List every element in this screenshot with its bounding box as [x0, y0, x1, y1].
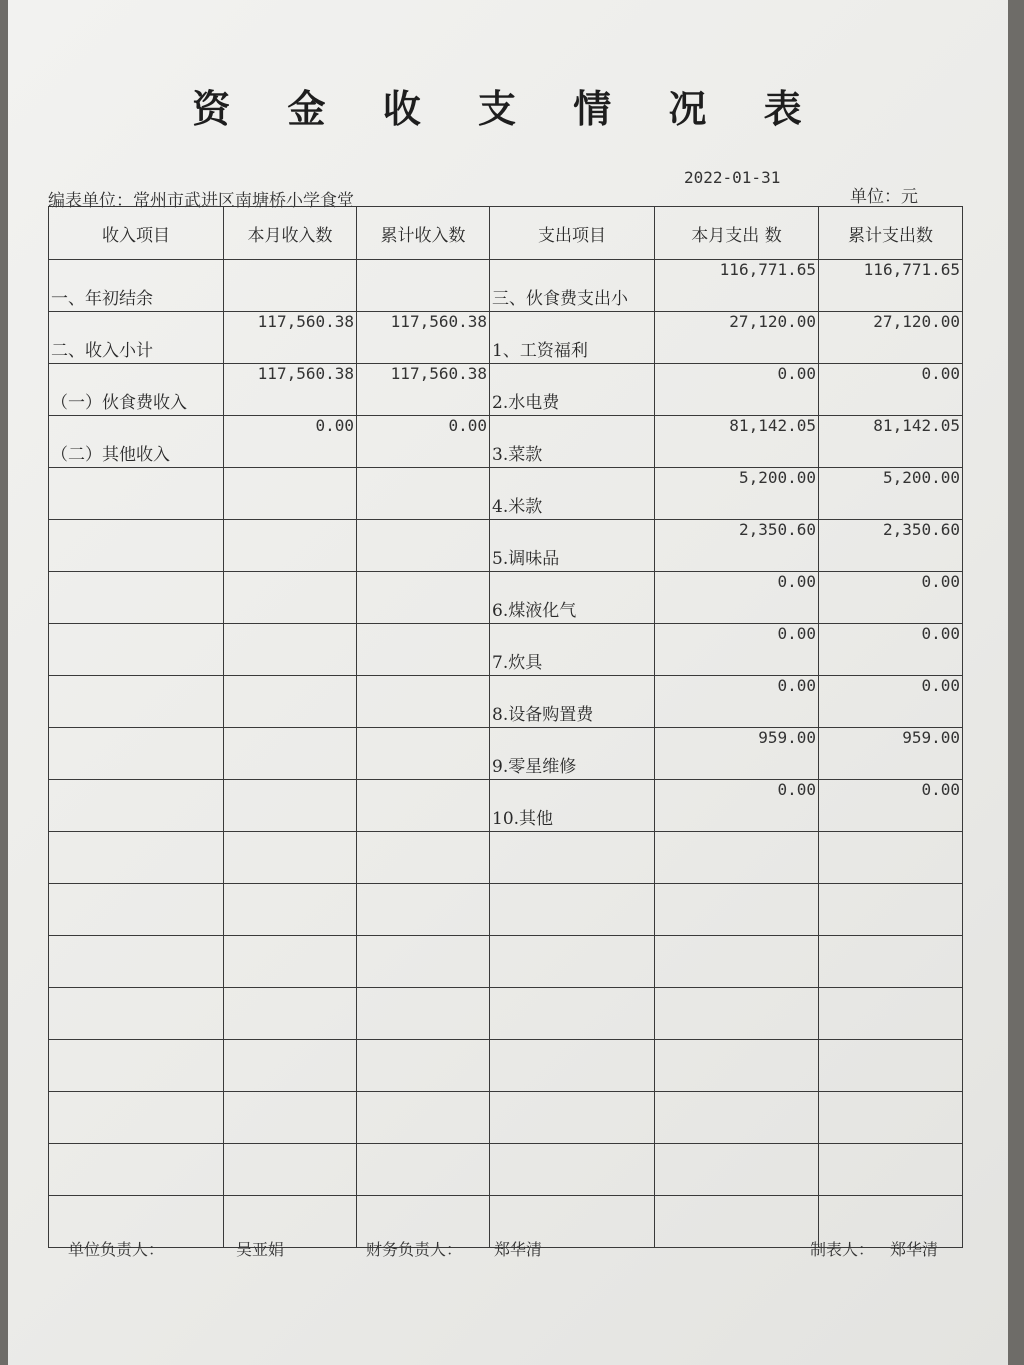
expense-month-cell	[655, 468, 819, 520]
expense-total-cell-text: 81,142.05	[873, 416, 960, 435]
table-row	[49, 416, 963, 468]
head-label: 单位负责人：	[68, 1240, 165, 1259]
income-month-cell	[224, 624, 357, 676]
table-row	[49, 1144, 963, 1196]
column-header: 收入项目	[49, 207, 224, 260]
expense-item-cell-text: 5.调味品	[492, 549, 560, 569]
table-row	[49, 780, 963, 832]
income-month-cell-text: 117,560.38	[257, 364, 354, 383]
table-row	[49, 676, 963, 728]
column-header: 累计收入数	[357, 207, 490, 260]
expense-item-cell-text: 7.炊具	[492, 653, 543, 673]
expense-total-cell	[819, 624, 963, 676]
expense-total-cell	[819, 832, 963, 884]
expense-total-cell	[819, 572, 963, 624]
expense-item-cell-text: 10.其他	[492, 809, 554, 829]
table-row	[49, 1040, 963, 1092]
expense-month-cell	[655, 1196, 819, 1248]
expense-month-cell	[655, 884, 819, 936]
income-month-cell	[224, 676, 357, 728]
expense-item-cell	[490, 884, 655, 936]
expense-month-cell	[655, 520, 819, 572]
expense-total-cell-text: 27,120.00	[873, 312, 960, 331]
income-item-cell-text: （二）其他收入	[51, 445, 170, 465]
expense-item-cell	[490, 416, 655, 468]
expense-total-cell	[819, 468, 963, 520]
expense-item-cell-text: 2.水电费	[492, 393, 560, 413]
income-total-cell	[357, 572, 490, 624]
expense-month-cell-text: 0.00	[777, 572, 816, 591]
column-header: 支出项目	[490, 207, 655, 260]
expense-total-cell-text: 0.00	[921, 624, 960, 643]
report-date: 2022-01-31	[684, 168, 781, 187]
expense-total-cell	[819, 312, 963, 364]
preparer-name: 郑华清	[890, 1240, 939, 1259]
expense-total-cell	[819, 364, 963, 416]
expense-month-cell	[655, 312, 819, 364]
expense-total-cell	[819, 416, 963, 468]
expense-month-cell-text: 0.00	[777, 624, 816, 643]
column-header: 本月收入数	[224, 207, 357, 260]
income-month-cell	[224, 884, 357, 936]
expense-month-cell-text: 27,120.00	[729, 312, 816, 331]
expense-total-cell	[819, 260, 963, 312]
expense-total-cell	[819, 884, 963, 936]
income-item-cell	[49, 416, 224, 468]
income-item-cell	[49, 1092, 224, 1144]
income-month-cell	[224, 832, 357, 884]
income-total-cell	[357, 936, 490, 988]
table-row	[49, 728, 963, 780]
income-month-cell	[224, 572, 357, 624]
expense-item-cell	[490, 1144, 655, 1196]
income-expense-table	[48, 206, 963, 1248]
income-total-cell-text: 0.00	[448, 416, 487, 435]
expense-item-cell	[490, 936, 655, 988]
expense-month-cell	[655, 1040, 819, 1092]
income-item-cell	[49, 1040, 224, 1092]
table-row	[49, 624, 963, 676]
income-item-cell	[49, 468, 224, 520]
income-item-cell	[49, 312, 224, 364]
expense-total-cell	[819, 676, 963, 728]
expense-total-cell	[819, 728, 963, 780]
table-row	[49, 520, 963, 572]
expense-month-cell	[655, 676, 819, 728]
expense-month-cell-text: 0.00	[777, 780, 816, 799]
table-row	[49, 468, 963, 520]
income-item-cell	[49, 728, 224, 780]
expense-item-cell-text: 8.设备购置费	[492, 705, 594, 725]
table-row	[49, 988, 963, 1040]
expense-month-cell-text: 81,142.05	[729, 416, 816, 435]
expense-month-cell-text: 116,771.65	[719, 260, 816, 279]
income-item-cell	[49, 884, 224, 936]
income-total-cell	[357, 520, 490, 572]
expense-month-cell	[655, 260, 819, 312]
income-item-cell	[49, 572, 224, 624]
expense-item-cell-text: 6.煤液化气	[492, 601, 577, 621]
income-total-cell	[357, 988, 490, 1040]
income-month-cell	[224, 1144, 357, 1196]
income-item-cell	[49, 1144, 224, 1196]
expense-total-cell	[819, 1144, 963, 1196]
income-item-cell	[49, 520, 224, 572]
table-row	[49, 572, 963, 624]
expense-total-cell	[819, 1040, 963, 1092]
expense-total-cell	[819, 936, 963, 988]
expense-item-cell-text: 1、工资福利	[492, 341, 588, 361]
income-month-cell	[224, 1092, 357, 1144]
table-header-row	[49, 207, 963, 260]
income-total-cell	[357, 416, 490, 468]
expense-month-cell	[655, 936, 819, 988]
income-month-cell	[224, 468, 357, 520]
income-month-cell	[224, 364, 357, 416]
income-total-cell	[357, 1040, 490, 1092]
income-month-cell	[224, 780, 357, 832]
income-item-cell	[49, 780, 224, 832]
table-row	[49, 260, 963, 312]
expense-total-cell	[819, 520, 963, 572]
finance-name: 郑华清	[494, 1240, 543, 1259]
table-row	[49, 1092, 963, 1144]
expense-month-cell	[655, 1092, 819, 1144]
preparer-label: 制表人：	[810, 1240, 875, 1259]
income-total-cell-text: 117,560.38	[390, 364, 487, 383]
expense-month-cell	[655, 988, 819, 1040]
expense-month-cell-text: 5,200.00	[738, 468, 816, 487]
income-month-cell	[224, 520, 357, 572]
income-total-cell	[357, 676, 490, 728]
income-total-cell	[357, 468, 490, 520]
expense-item-cell	[490, 312, 655, 364]
income-month-cell	[224, 988, 357, 1040]
income-item-cell	[49, 364, 224, 416]
income-month-cell	[224, 1040, 357, 1092]
expense-item-cell	[490, 728, 655, 780]
expense-item-cell	[490, 988, 655, 1040]
expense-item-cell-text: 三、伙食费支出小	[492, 289, 628, 309]
expense-item-cell	[490, 572, 655, 624]
document-title: 资 金 收 支 情 况 表	[192, 86, 824, 131]
table-row	[49, 832, 963, 884]
compiling-unit: 编表单位：常州市武进区南塘桥小学食堂	[48, 191, 354, 211]
table-row	[49, 312, 963, 364]
income-month-cell-text: 117,560.38	[257, 312, 354, 331]
income-item-cell	[49, 936, 224, 988]
income-item-cell	[49, 624, 224, 676]
expense-month-cell-text: 2,350.60	[738, 520, 816, 539]
expense-total-cell-text: 0.00	[921, 572, 960, 591]
income-item-cell-text: （一）伙食费收入	[51, 393, 187, 413]
expense-item-cell	[490, 676, 655, 728]
income-item-cell	[49, 676, 224, 728]
expense-total-cell-text: 116,771.65	[863, 260, 960, 279]
expense-month-cell-text: 0.00	[777, 364, 816, 383]
expense-total-cell-text: 0.00	[921, 676, 960, 695]
expense-item-cell-text: 4.米款	[492, 497, 543, 517]
expense-total-cell	[819, 780, 963, 832]
expense-month-cell	[655, 624, 819, 676]
income-total-cell	[357, 884, 490, 936]
income-total-cell	[357, 624, 490, 676]
table-row	[49, 364, 963, 416]
expense-total-cell-text: 0.00	[921, 780, 960, 799]
expense-item-cell	[490, 260, 655, 312]
expense-item-cell	[490, 780, 655, 832]
income-item-cell-text: 二、收入小计	[51, 341, 153, 361]
expense-total-cell-text: 2,350.60	[882, 520, 960, 539]
expense-item-cell	[490, 1092, 655, 1144]
expense-month-cell-text: 0.00	[777, 676, 816, 695]
expense-month-cell	[655, 1144, 819, 1196]
expense-item-cell-text: 3.菜款	[492, 445, 543, 465]
expense-total-cell	[819, 1092, 963, 1144]
expense-item-cell	[490, 468, 655, 520]
income-month-cell	[224, 728, 357, 780]
expense-month-cell	[655, 832, 819, 884]
expense-item-cell	[490, 1040, 655, 1092]
income-item-cell-text: 一、年初结余	[51, 289, 153, 309]
income-month-cell	[224, 312, 357, 364]
income-total-cell	[357, 728, 490, 780]
expense-item-cell	[490, 520, 655, 572]
income-month-cell	[224, 416, 357, 468]
head-name: 吴亚娟	[236, 1240, 285, 1259]
expense-month-cell	[655, 416, 819, 468]
income-total-cell	[357, 260, 490, 312]
expense-total-cell	[819, 988, 963, 1040]
expense-month-cell-text: 959.00	[758, 728, 816, 747]
column-header: 本月支出 数	[655, 207, 819, 260]
income-item-cell	[49, 260, 224, 312]
income-item-cell	[49, 832, 224, 884]
table-row	[49, 884, 963, 936]
currency-unit: 单位：元	[850, 187, 918, 207]
expense-month-cell	[655, 780, 819, 832]
income-total-cell-text: 117,560.38	[390, 312, 487, 331]
income-total-cell	[357, 832, 490, 884]
income-total-cell	[357, 364, 490, 416]
expense-total-cell-text: 5,200.00	[882, 468, 960, 487]
income-month-cell	[224, 936, 357, 988]
income-total-cell	[357, 312, 490, 364]
expense-month-cell	[655, 728, 819, 780]
expense-total-cell-text: 0.00	[921, 364, 960, 383]
expense-month-cell	[655, 572, 819, 624]
finance-label: 财务负责人：	[366, 1240, 463, 1259]
column-header: 累计支出数	[819, 207, 963, 260]
income-month-cell-text: 0.00	[315, 416, 354, 435]
income-total-cell	[357, 1144, 490, 1196]
expense-total-cell-text: 959.00	[902, 728, 960, 747]
expense-item-cell	[490, 624, 655, 676]
table-row	[49, 936, 963, 988]
expense-item-cell-text: 9.零星维修	[492, 757, 577, 777]
income-month-cell	[224, 260, 357, 312]
paper-sheet	[8, 0, 1008, 1365]
expense-month-cell	[655, 364, 819, 416]
income-item-cell	[49, 988, 224, 1040]
income-total-cell	[357, 780, 490, 832]
expense-item-cell	[490, 832, 655, 884]
income-total-cell	[357, 1092, 490, 1144]
expense-item-cell	[490, 364, 655, 416]
